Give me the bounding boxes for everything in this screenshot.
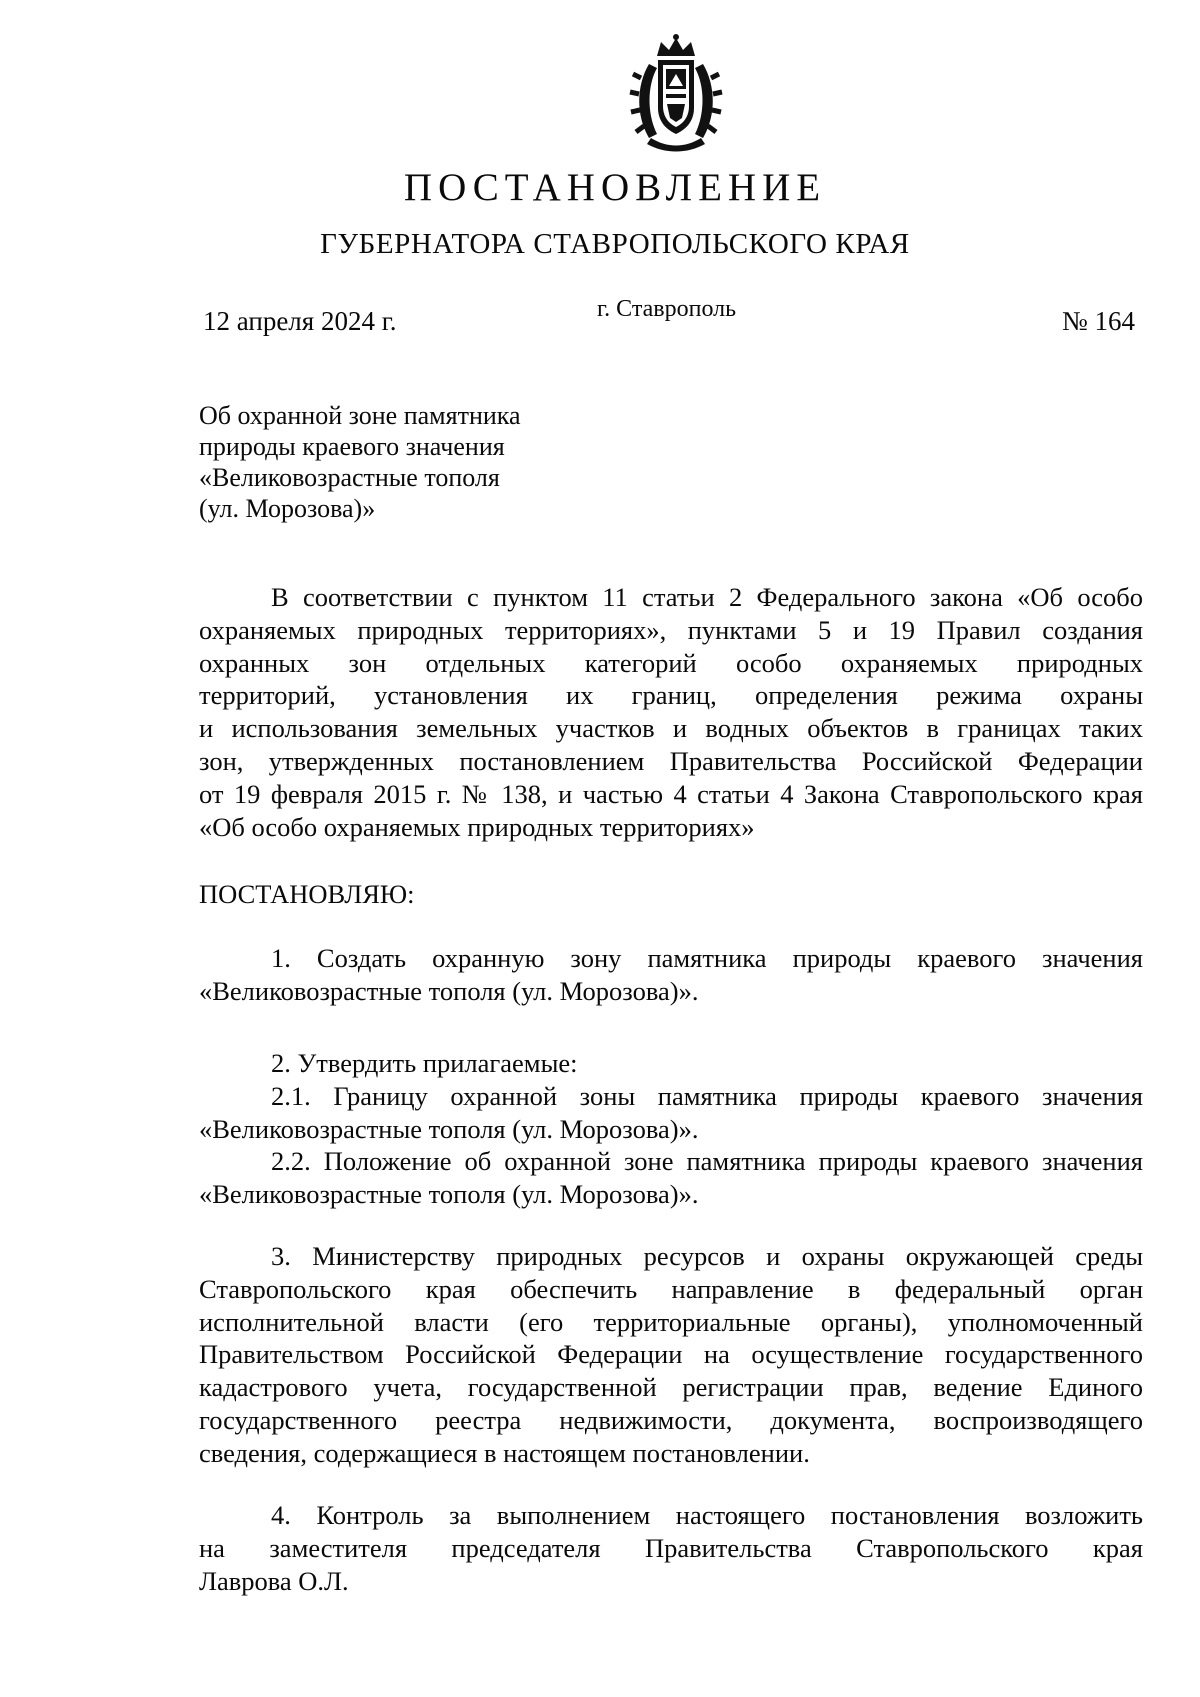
item-4 (199, 1499, 1143, 1597)
document-number: № 164 (1061, 306, 1135, 336)
text-line: исполнительной власти (его территориальные органы), уполномоченный (199, 1306, 1143, 1337)
coat-of-arms-emblem (627, 34, 725, 152)
document-date: 12 апреля 2024 г. (203, 306, 397, 336)
text-line: Ставропольского края обеспечить направление в федеральный орган (199, 1273, 1143, 1304)
text-line: «Великовозрастные тополя (ул. Морозова)». (199, 1113, 699, 1144)
preamble-paragraph (199, 581, 1143, 843)
text-line: 2.2. Положение об охранной зоне памятника природы краевого значения (271, 1146, 1143, 1177)
text-line: «Об особо охраняемых природных территориях» (199, 811, 755, 842)
item-3 (199, 1240, 1143, 1470)
text-line: Лаврова О.Л. (199, 1565, 349, 1596)
text-line: Правительством Российской Федерации на осуществление государственного (199, 1339, 1143, 1370)
text-line: ПОСТАНОВЛЯЮ: (199, 879, 415, 909)
text-line: кадастрового учета, государственной регистрации прав, ведение Единого (199, 1372, 1143, 1403)
text-line: сведения, содержащиеся в настоящем постановлении. (199, 1437, 810, 1468)
text-line: охранных зон отдельных категорий особо охраняемых природных (199, 647, 1143, 678)
text-line: 1. Создать охранную зону памятника природы краевого значения (271, 943, 1143, 973)
document-title: ПОСТАНОВЛЕНИЕ (403, 166, 827, 209)
item-1 (199, 942, 1143, 1008)
text-line: территорий, установления их границ, определения режима охраны (199, 680, 1143, 711)
text-line: В соответствии с пунктом 11 статьи 2 Федерального закона «Об особо (271, 582, 1143, 612)
text-line: 2.1. Границу охранной зоны памятника природы краевого значения (271, 1080, 1143, 1111)
text-line: охраняемых природных территориях», пунктами 5 и 19 Правил создания (199, 614, 1143, 645)
item-2 (199, 1047, 1143, 1211)
resolve-heading (199, 878, 1143, 911)
document-city: г. Ставрополь (597, 296, 737, 322)
document-subject (199, 400, 619, 524)
text-line: 2. Утвердить прилагаемые: (271, 1048, 578, 1078)
text-line: от 19 февраля 2015 г. № 138, и частью 4 статьи 4 Закона Ставропольского края (199, 778, 1143, 809)
subject-line: (ул. Морозова)» (199, 494, 376, 523)
text-line: 4. Контроль за выполнением настоящего постановления возложить (271, 1500, 1143, 1530)
text-line: и использования земельных участков и водных объектов в границах таких (199, 713, 1143, 744)
text-line: «Великовозрастные тополя (ул. Морозова)». (199, 1179, 699, 1210)
subject-line: Об охранной зоне памятника (199, 401, 521, 430)
subject-line: природы краевого значения (199, 432, 505, 461)
text-line: на заместителя председателя Правительства Ставропольского края (199, 1532, 1143, 1563)
text-line: «Великовозрастные тополя (ул. Морозова)». (199, 975, 699, 1006)
issuer-title: ГУБЕРНАТОРА СТАВРОПОЛЬСКОГО КРАЯ (320, 228, 910, 260)
text-line: государственного реестра недвижимости, документа, воспроизводящего (199, 1404, 1143, 1435)
text-line: 3. Министерству природных ресурсов и охраны окружающей среды (271, 1241, 1143, 1271)
subject-line: «Великовозрастные тополя (199, 463, 500, 492)
text-line: зон, утвержденных постановлением Правительства Российской Федерации (199, 745, 1143, 776)
